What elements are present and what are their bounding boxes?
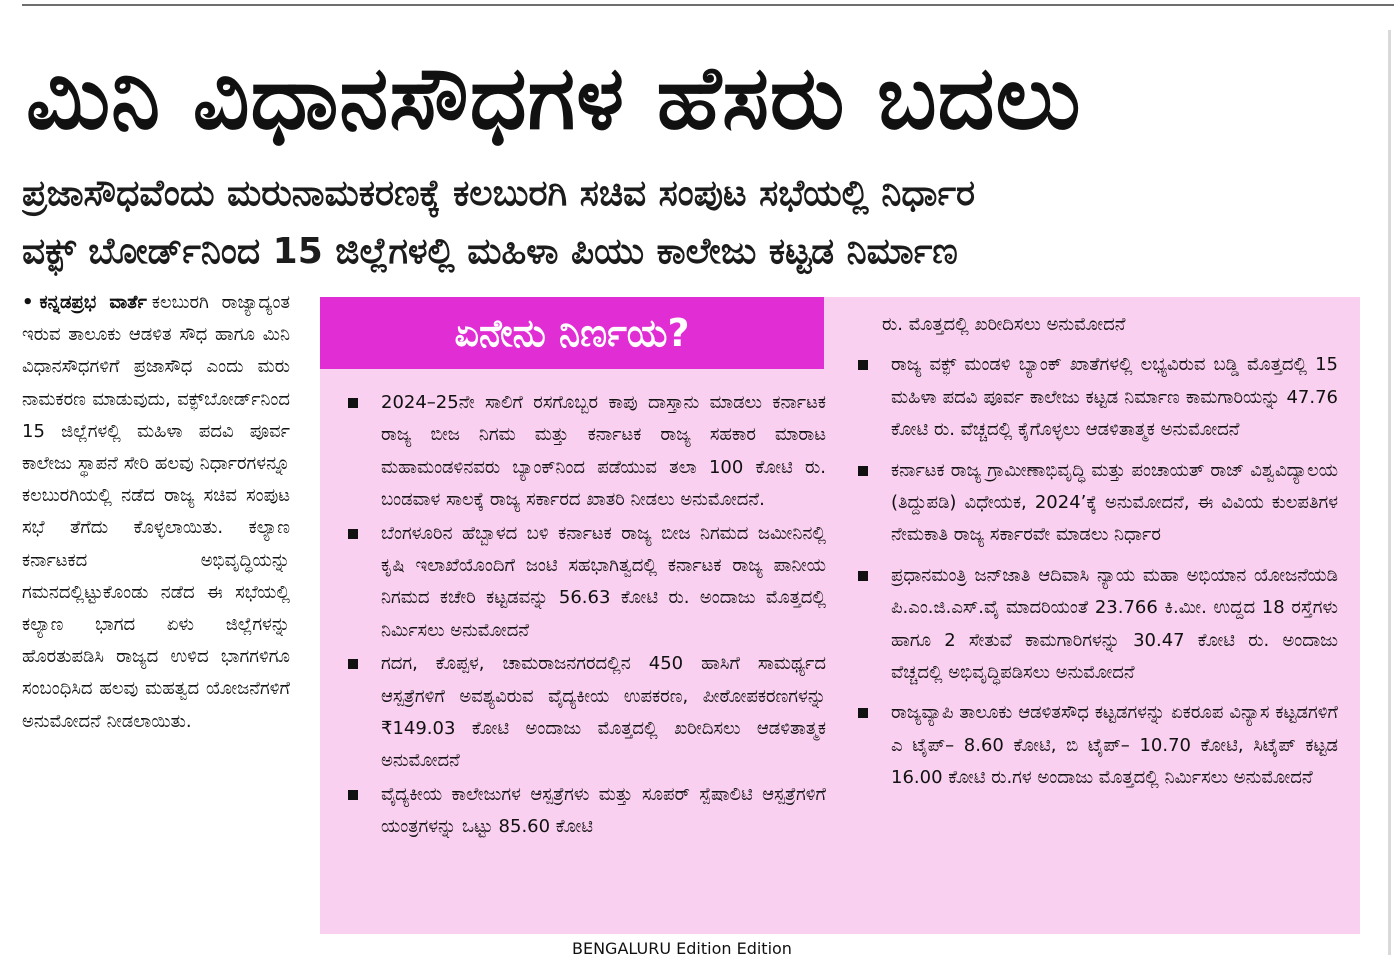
decision-text: ವೈದ್ಯಕೀಯ ಕಾಲೇಜುಗಳ ಆಸ್ಪತ್ರೆಗಳು ಮತ್ತು ಸೂಪರ್ ಸ್ಪೆಷಾಲಿಟಿ ಆಸ್ಪತ್ರೆಗಳಿಗೆ ಯಂತ್ರಗಳನ್ನು ಒಟ್ಟು 85.60 ಕೋಟಿ	[381, 783, 826, 838]
square-bullet-icon	[348, 790, 358, 800]
article-body-column	[22, 287, 290, 917]
decision-text: ಕರ್ನಾಟಕ ರಾಜ್ಯ ಗ್ರಾಮೀಣಾಭಿವೃದ್ಧಿ ಮತ್ತು ಪಂಚಾಯತ್ ರಾಜ್ ವಿಶ್ವವಿದ್ಯಾಲಯ (ತಿದ್ದುಪಡಿ) ವಿಧೇಯಕ, 2024’ಕ್ಕೆ ಅನುಮೋದನೆ, ಈ ವಿವಿಯ ಕುಲಪತಿಗಳ ನೇಮಕಾತಿ ರಾಜ್ಯ ಸರ್ಕಾರವೇ ಮಾಡಲು ನಿರ್ಧಾರ	[891, 459, 1338, 546]
subheadline-2: ವಕ್ಫ್ ಬೋರ್ಡ್‌ನಿಂದ 15 ಜಿಲ್ಲೆಗಳಲ್ಲಿ ಮಹಿಳಾ ಪಿಯು ಕಾಲೇಜು ಕಟ್ಟಡ ನಿರ್ಮಾಣ	[22, 231, 958, 272]
decision-text: ಗದಗ, ಕೊಪ್ಪಳ, ಚಾಮರಾಜನಗರದಲ್ಲಿನ 450 ಹಾಸಿಗೆ ಸಾಮರ್ಥ್ಯದ ಆಸ್ಪತ್ರೆಗಳಿಗೆ ಅವಶ್ಯವಿರುವ ವೈದ್ಯಕೀಯ ಉಪಕರಣ, ಪೀಠೋಪಕರಣಗಳನ್ನು ₹149.03 ಕೋಟಿ ಅಂದಾಜು ಮೊತ್ತದಲ್ಲಿ ಖರೀದಿಸಲು ಆಡಳಿತಾತ್ಮಕ ಅನುಮೋದನೆ	[381, 653, 826, 772]
decision-text: ರಾಜ್ಯ ವಕ್ಫ್ ಮಂಡಳಿ ಬ್ಯಾಂಕ್ ಖಾತೆಗಳಲ್ಲಿ ಲಭ್ಯವಿರುವ ಬಡ್ಡಿ ಮೊತ್ತದಲ್ಲಿ 15 ಮಹಿಳಾ ಪದವಿ ಪೂರ್ವ ಕಾಲೇಜು ಕಟ್ಟಡ ನಿರ್ಮಾಣ ಕಾಮಗಾರಿಯನ್ನು 47.76 ಕೋಟಿ ರು. ವೆಚ್ಚದಲ್ಲಿ ಕೈಗೊಳ್ಳಲು ಆಡಳಿತಾತ್ಮಕ ಅನುಮೋದನೆ	[891, 354, 1338, 441]
subheadline-1: ಪ್ರಜಾಸೌಧವೆಂದು ಮರುನಾಮಕರಣಕ್ಕೆ ಕಲಬುರಗಿ ಸಚಿವ ಸಂಪುಟ ಸಭೆಯಲ್ಲಿ ನಿರ್ಧಾರ	[22, 173, 976, 214]
edition-footer: BENGALURU Edition Edition	[572, 939, 792, 955]
byline-agency: ಕನ್ನಡಪ್ರಭ ವಾರ್ತೆ	[39, 292, 147, 313]
decision-item	[348, 518, 826, 648]
decisions-column-middle	[348, 387, 826, 927]
decision-text: ರಾಜ್ಯವ್ಯಾಪಿ ತಾಲೂಕು ಆಡಳಿತಸೌಧ ಕಟ್ಟಡಗಳನ್ನು ಏಕರೂಪ ವಿನ್ಯಾಸ ಕಟ್ಟಡಗಳಿಗೆ ಎ ಟೈಪ್– 8.60 ಕೋಟಿ, ಬಿ ಟೈಪ್– 10.70 ಕೋಟಿ, ಸಿಟೈಪ್ ಕಟ್ಟಡ 16.00 ಕೋಟಿ ರು.ಗಳ ಅಂದಾಜು ಮೊತ್ತದಲ್ಲಿ ನಿರ್ಮಿಸಲು ಅನುಮೋದನೆ	[891, 702, 1338, 789]
square-bullet-icon	[348, 398, 358, 408]
square-bullet-icon	[348, 659, 358, 669]
decision-item	[348, 648, 826, 778]
decision-item	[348, 387, 826, 517]
decision-continuation: ರು. ಮೊತ್ತದಲ್ಲಿ ಖರೀದಿಸಲು ಅನುಮೋದನೆ	[882, 314, 1126, 335]
decision-item	[858, 349, 1338, 446]
decision-text: 2024–25ನೇ ಸಾಲಿಗೆ ರಸಗೊಬ್ಬರ ಕಾಪು ದಾಸ್ತಾನು ಮಾಡಲು ಕರ್ನಾಟಕ ರಾಜ್ಯ ಬೀಜ ನಿಗಮ ಮತ್ತು ಕರ್ನಾಟಕ ರಾಜ್ಯ ಸಹಕಾರ ಮಾರಾಟ ಮಹಾಮಂಡಳಿನವರು ಬ್ಯಾಂಕ್‌ನಿಂದ ಪಡೆಯುವ ತಲಾ 100 ಕೋಟಿ ರು. ಬಂಡವಾಳ ಸಾಲಕ್ಕೆ ರಾಜ್ಯ ಸರ್ಕಾರದ ಖಾತರಿ ನೀಡಲು ಅನುಮೋದನೆ.	[381, 392, 826, 511]
article-body-text: ರಾಜ್ಯಾದ್ಯಂತ ಇರುವ ತಾಲೂಕು ಆಡಳಿತ ಸೌಧ ಹಾಗೂ ಮಿನಿ ವಿಧಾನಸೌಧಗಳಿಗೆ ಪ್ರಜಾಸೌಧ ಎಂದು ಮರು ನಾಮಕರಣ ಮಾಡುವುದು, ವಕ್ಫ್‌ಬೋರ್ಡ್‌ನಿಂದ 15 ಜಿಲ್ಲೆಗಳಲ್ಲಿ ಮಹಿಳಾ ಪದವಿ ಪೂರ್ವ ಕಾಲೇಜು ಸ್ಥಾಪನೆ ಸೇರಿ ಹಲವು ನಿರ್ಧಾರಗಳನ್ನೂ ಕಲಬುರಗಿಯಲ್ಲಿ ನಡೆದ ರಾಜ್ಯ ಸಚಿವ ಸಂಪುಟ ಸಭೆ ತೆಗೆದು ಕೊಳ್ಳಲಾಯಿತು. ಕಲ್ಯಾಣ ಕರ್ನಾಟಕದ ಅಭಿವೃದ್ಧಿಯನ್ನು ಗಮನದಲ್ಲಿಟ್ಟುಕೊಂಡು ನಡೆದ ಈ ಸಭೆಯಲ್ಲಿ ಕಲ್ಯಾಣ ಭಾಗದ ಏಳು ಜಿಲ್ಲೆಗಳನ್ನು ಹೊರತುಪಡಿಸಿ ರಾಜ್ಯದ ಉಳಿದ ಭಾಗಗಳಿಗೂ ಸಂಬಂಧಿಸಿದ ಹಲವು ಮಹತ್ವದ ಯೋಜನೆಗಳಿಗೆ ಅನುಮೋದನೆ ನೀಡಲಾಯಿತು.	[22, 292, 290, 732]
decision-item	[348, 779, 826, 844]
square-bullet-icon	[858, 708, 868, 718]
square-bullet-icon	[858, 360, 868, 370]
decision-text: ಪ್ರಧಾನಮಂತ್ರಿ ಜನ್‌ಜಾತಿ ಆದಿವಾಸಿ ನ್ಯಾಯ ಮಹಾ ಅಭಿಯಾನ ಯೋಜನೆಯಡಿ ಪಿ.ಎಂ.ಜಿ.ಎಸ್.ವೈ ಮಾದರಿಯಂತೆ 23.766 ಕಿ.ಮೀ. ಉದ್ದದ 18 ರಸ್ತೆಗಳು ಹಾಗೂ 2 ಸೇತುವೆ ಕಾಮಗಾರಿಗಳನ್ನು 30.47 ಕೋಟಿ ರು. ಅಂದಾಜು ವೆಚ್ಚದಲ್ಲಿ ಅಭಿವೃದ್ಧಿಪಡಿಸಲು ಅನುಮೋದನೆ	[891, 564, 1338, 684]
decision-text: ಬೆಂಗಳೂರಿನ ಹೆಬ್ಬಾಳದ ಬಳಿ ಕರ್ನಾಟಕ ರಾಜ್ಯ ಬೀಜ ನಿಗಮದ ಜಮೀನಿನಲ್ಲಿ ಕೃಷಿ ಇಲಾಖೆಯೊಂದಿಗೆ ಜಂಟಿ ಸಹಭಾಗಿತ್ವದಲ್ಲಿ ಕರ್ನಾಟಕ ರಾಜ್ಯ ಪಾನೀಯ ನಿಗಮದ ಕಚೇರಿ ಕಟ್ಟಡವನ್ನು 56.63 ಕೋಟಿ ರು. ಅಂದಾಜು ಮೊತ್ತದಲ್ಲಿ ನಿರ್ಮಿಸಲು ಅನುಮೋದನೆ	[381, 522, 826, 641]
page-edge	[1388, 30, 1391, 955]
decision-item	[858, 560, 1338, 690]
decisions-box	[320, 297, 1360, 934]
headline: ಮಿನಿ ವಿಧಾನಸೌಧಗಳ ಹೆಸರು ಬದಲು	[26, 46, 1082, 149]
square-bullet-icon	[348, 529, 358, 539]
byline-place: ಕಲಬುರಗಿ	[151, 292, 209, 313]
square-bullet-icon	[858, 571, 868, 581]
byline-bullet: •	[22, 292, 34, 313]
decision-item	[858, 697, 1338, 794]
square-bullet-icon	[858, 466, 868, 476]
decisions-column-right	[858, 309, 1338, 929]
top-rule	[22, 4, 1394, 6]
decision-item	[858, 455, 1338, 552]
decisions-box-title: ಏನೇನು ನಿರ್ಣಯ?	[320, 297, 824, 369]
